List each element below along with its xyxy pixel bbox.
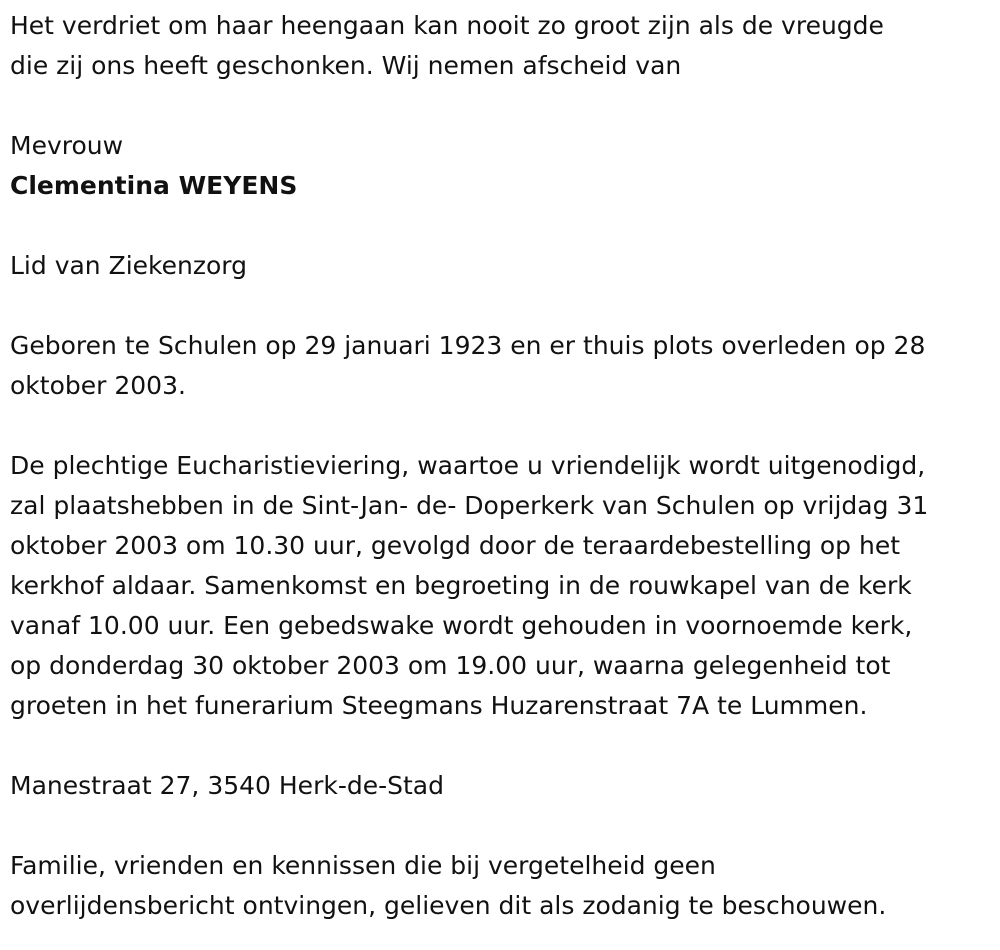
spacer (10, 726, 990, 766)
spacer (10, 286, 990, 326)
ceremony-line-5: vanaf 10.00 uur. Een gebedswake wordt gehouden in voornoemde kerk, (10, 611, 913, 640)
ceremony-line-1: De plechtige Eucharistieviering, waartoe u vriendelijk wordt uitgenodigd, (10, 451, 926, 480)
ceremony-line-6: op donderdag 30 oktober 2003 om 19.00 uur, waarna gelegenheid tot (10, 651, 891, 680)
intro-line-2: die zij ons heeft geschonken. Wij nemen afscheid van (10, 51, 682, 80)
ceremony-line-7: groeten in het funerarium Steegmans Huzarenstraat 7A te Lummen. (10, 691, 868, 720)
spacer (10, 86, 990, 126)
spacer (10, 806, 990, 846)
closing-line-1: Familie, vrienden en kennissen die bij vergetelheid geen (10, 851, 716, 880)
ceremony-line-3: oktober 2003 om 10.30 uur, gevolgd door de teraardebestelling op het (10, 531, 901, 560)
address: Manestraat 27, 3540 Herk-de-Stad (10, 771, 444, 800)
salutation: Mevrouw (10, 131, 124, 160)
birth-death-line-1: Geboren te Schulen op 29 januari 1923 en er thuis plots overleden op 28 (10, 331, 926, 360)
ceremony-line-2: zal plaatshebben in de Sint-Jan- de- Doperkerk van Schulen op vrijdag 31 (10, 491, 929, 520)
birth-death-line-2: oktober 2003. (10, 371, 186, 400)
intro-line-1: Het verdriet om haar heengaan kan nooit zo groot zijn als de vreugde (10, 11, 884, 40)
ceremony-line-4: kerkhof aldaar. Samenkomst en begroeting in de rouwkapel van de kerk (10, 571, 912, 600)
deceased-name: Clementina WEYENS (10, 171, 298, 200)
spacer (10, 406, 990, 446)
obituary-document (10, 6, 990, 926)
spacer (10, 206, 990, 246)
closing-line-2: overlijdensbericht ontvingen, gelieven dit als zodanig te beschouwen. (10, 891, 887, 920)
membership: Lid van Ziekenzorg (10, 251, 247, 280)
